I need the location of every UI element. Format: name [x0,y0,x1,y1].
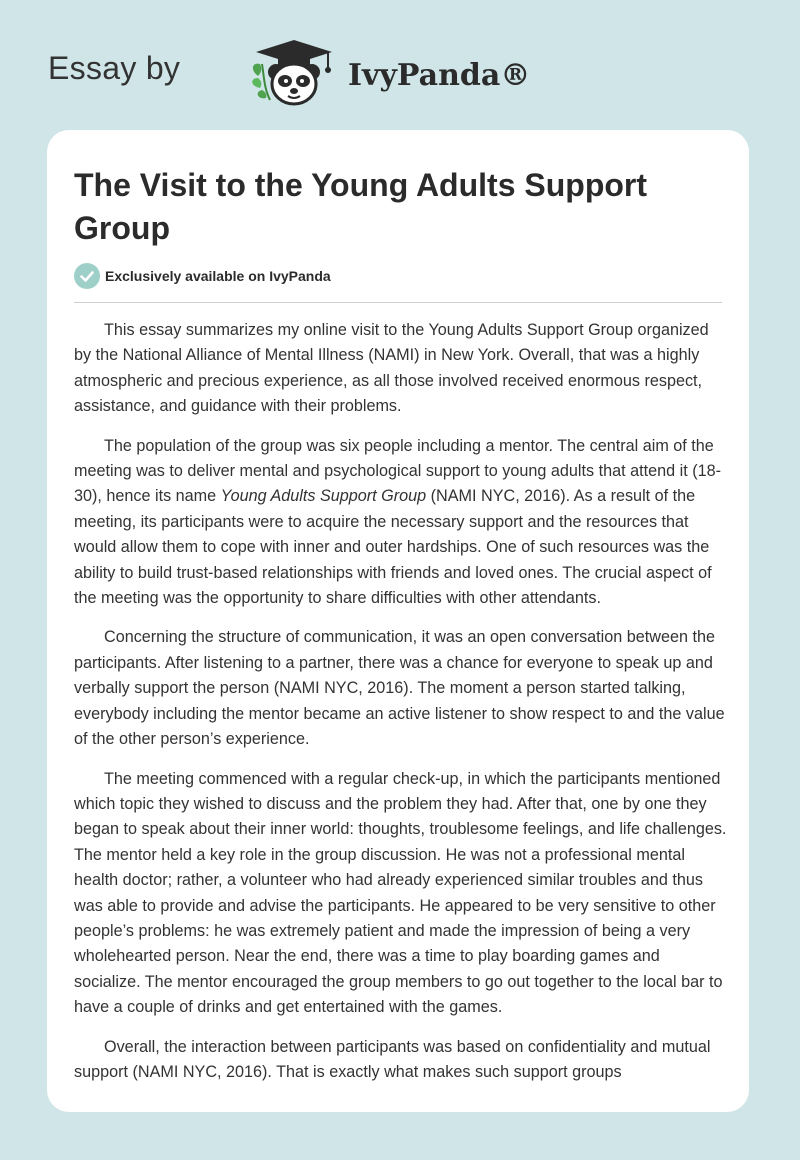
paragraph-5: Overall, the interaction between participants was based on confidentiality and mutual support (NAMI NYC, 2016). That is exactly what makes such support groups [74,1037,711,1081]
paragraph-3: Concerning the structure of communication, it was an open conversation between the participants. After listening to a partner, there was a chance for everyone to speak up and verbally support the person (NAMI NYC, 2016). The moment a person started talking, everybody including the mentor became an active listener to show respect to and the value of the other person’s experience. [74,628,725,749]
group-name-italic: Young Adults Support Group [220,487,427,506]
paragraph-2 [74,434,728,612]
paragraph-2-text-b: (NAMI NYC, 2016). As a result of the meeting, its participants were to acquire the necessary support and the resources that would allow them to cope with inner and outer hardships. One of such resources was the ability to build trust-based relationships with friends and loved ones. The crucial aspect of the meeting was the opportunity to share difficulties with other attendants. [74,487,712,608]
brand-header [48,36,531,108]
paragraph-1: This essay summarizes my online visit to the Young Adults Support Group organized by the National Alliance of Mental Illness (NAMI) in New York. Overall, that was a highly atmospheric and precious experience, as all those involved received enormous respect, assistance, and guidance with their problems. [74,321,709,416]
paragraph-2-text-a: The population of the group was six people including a mentor. The central aim of the meeting was to deliver mental and psychological support to young adults that attend it (18-30), hence its name [74,436,721,506]
essay-body [74,318,728,1099]
check-circle-icon [74,263,100,289]
essay-title: The Visit to the Young Adults Support Group [74,167,648,246]
divider [74,302,722,303]
panda-graduate-icon[interactable] [248,36,340,108]
brand-name: IvyPanda® [348,58,531,93]
exclusive-badge [74,263,331,289]
exclusive-label: Exclusively available on IvyPanda [105,268,331,284]
paragraph-4: The meeting commenced with a regular check-up, in which the participants mentioned which topic they wished to discuss and the problem they had. After that, one by one they began to speak about their inner world: thoughts, troublesome feelings, and life challenges. The mentor held a key role in the group discussion. He was not a professional mental health doctor; rather, a volunteer who had already experienced similar troubles and thus was able to provide and advise the participants. He appeared to be very sensitive to other people’s problems: he was extremely patient and made the impression of being a very wholehearted person. Near the end, there was a time to play boarding games and socialize. The mentor encouraged the group members to go out together to the local bar to have a couple of drinks and get entertained with the games. [74,769,727,1017]
essay-card [47,130,749,1112]
brand-prefix: Essay by [48,50,181,86]
